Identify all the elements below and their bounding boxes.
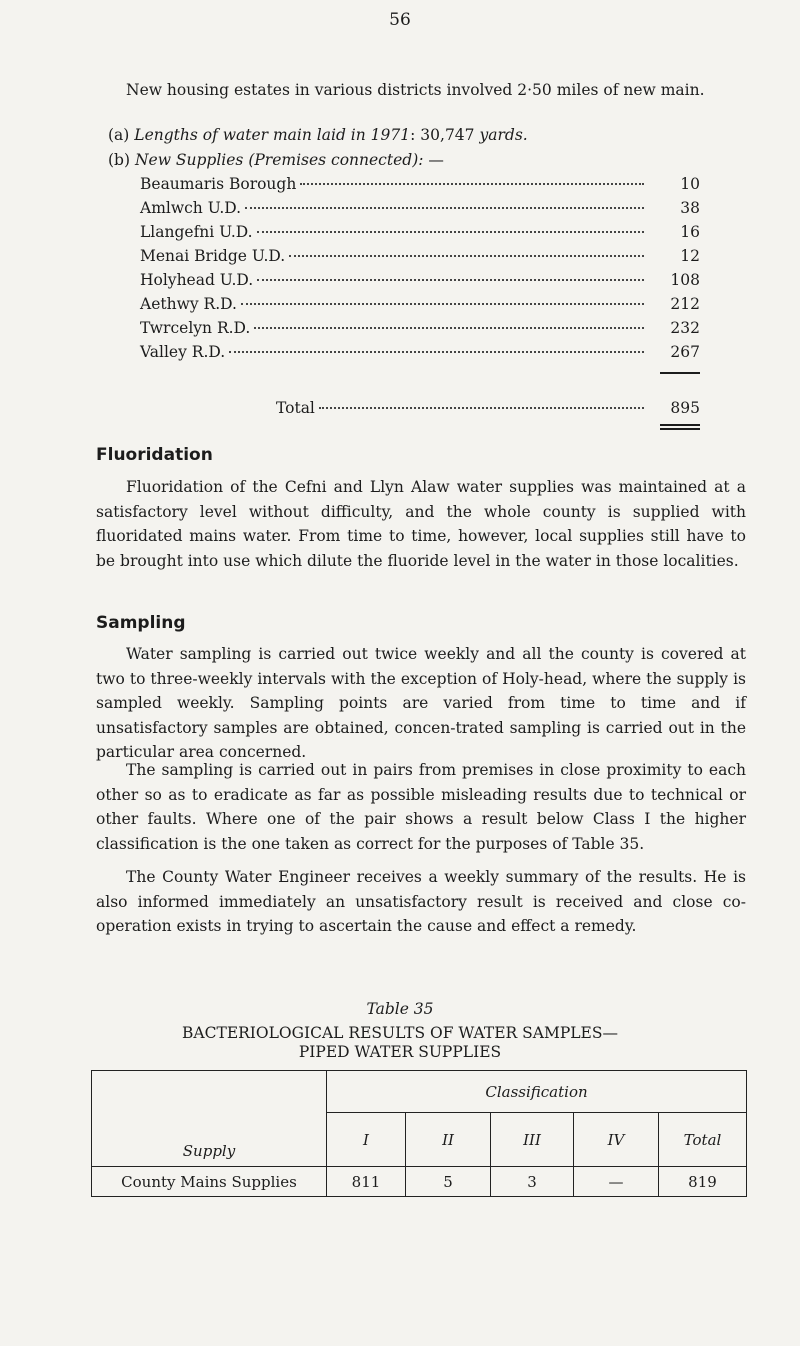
supply-name: Llangefni U.D. [140,223,253,241]
lengths-value: 30,747 [420,126,475,144]
supply-value: 10 [680,175,700,193]
fluoridation-paragraph: Fluoridation of the Cefni and Llyn Alaw water supplies was maintained at a satisfactory level without difficulty, and the whole county is supplied with fluoridated mains water. From time to time, however, local supplies still have to be brought into use which dilute the fluoride level in the water in those localities. [96,478,746,570]
sampling-paragraph: Water sampling is carried out twice weekly and all the county is covered at two to three-weekly intervals with the exception of Holy-head, where the supply is sampled weekly. Sampling points are varied from time to time and if unsatisfactory samples are obtained, concen-trated sampling is carried out in the particular area concerned. [96,645,746,761]
sampling-heading: Sampling [96,613,186,633]
sampling-paragraph: The County Water Engineer receives a weekly summary of the results. He is also informed immediately an unsatisfactory result is received and close co-operation exists in trying to ascertain the cause and effect a remedy. [96,868,746,935]
dot-leader [241,303,644,305]
dot-leader [289,255,644,257]
table-subtitle: PIPED WATER SUPPLIES [298,1043,502,1061]
column-header: Total [659,1113,747,1167]
new-supplies-title: New Supplies (Premises connected): [134,151,424,169]
dot-leader [257,231,644,233]
new-supplies-line: (b) New Supplies (Premises connected): — [108,151,444,169]
row-supply: County Mains Supplies [92,1167,327,1197]
supply-row [140,343,700,367]
intro-paragraph: New housing estates in various districts involved 2·50 miles of new main. [126,81,705,99]
cell-value: 819 [659,1167,747,1197]
lengths-text: Lengths of water main laid in 1971 [134,126,411,144]
supply-header: Supply [92,1071,327,1167]
supply-row [140,175,700,199]
supply-row [140,271,700,295]
column-header: IV [574,1113,659,1167]
total-value: 895 [670,399,700,417]
cell-value: 3 [491,1167,574,1197]
page-number: 56 [389,10,411,30]
total-double-rule-bottom [660,428,700,430]
supply-value: 108 [670,271,700,289]
supply-value: 12 [680,247,700,265]
column-header: III [491,1113,574,1167]
dot-leader [319,407,644,409]
supply-value: 212 [670,295,700,313]
supply-row [140,199,700,223]
supply-row [140,247,700,271]
total-double-rule-top [660,424,700,426]
supply-name: Beaumaris Borough [140,175,297,193]
supply-name: Aethwy R.D. [140,295,237,313]
supply-value: 38 [680,199,700,217]
total-row [276,399,700,423]
total-label: Total [276,399,315,417]
supply-row [140,223,700,247]
table-title: BACTERIOLOGICAL RESULTS OF WATER SAMPLES— [182,1024,618,1042]
subtotal-rule [660,372,700,374]
cell-value: — [574,1167,659,1197]
lengths-line: (a) Lengths of water main laid in 1971: 30,747 yards. [108,126,528,144]
dot-leader [257,279,644,281]
supply-value: 267 [670,343,700,361]
results-table [91,1070,747,1197]
table-label: Table 35 [366,1000,434,1018]
dot-leader [245,207,644,209]
column-header: II [406,1113,491,1167]
supply-name: Menai Bridge U.D. [140,247,286,265]
supply-row [140,295,700,319]
column-header: I [327,1113,406,1167]
dot-leader [300,183,644,185]
table-row [92,1167,747,1197]
supply-name: Valley R.D. [140,343,226,361]
supply-value: 232 [670,319,700,337]
dot-leader [229,351,644,353]
supply-name: Amlwch U.D. [140,199,242,217]
cell-value: 5 [406,1167,491,1197]
lengths-label: (a) [108,126,130,144]
fluoridation-heading: Fluoridation [96,445,213,465]
supply-name: Holyhead U.D. [140,271,254,289]
new-supplies-label: (b) [108,151,131,169]
cell-value: 811 [327,1167,406,1197]
supply-row [140,319,700,343]
supply-value: 16 [680,223,700,241]
lengths-unit: yards. [479,126,528,144]
dot-leader [254,327,644,329]
sampling-paragraph: The sampling is carried out in pairs from premises in close proximity to each other so as to eradicate as far as possible misleading results due to technical or other faults. Where one of the pair shows a result below Class I the higher classification is the one taken as correct for the purposes of Table 35. [96,761,746,853]
supply-name: Twrcelyn R.D. [140,319,251,337]
classification-header: Classification [327,1071,747,1113]
